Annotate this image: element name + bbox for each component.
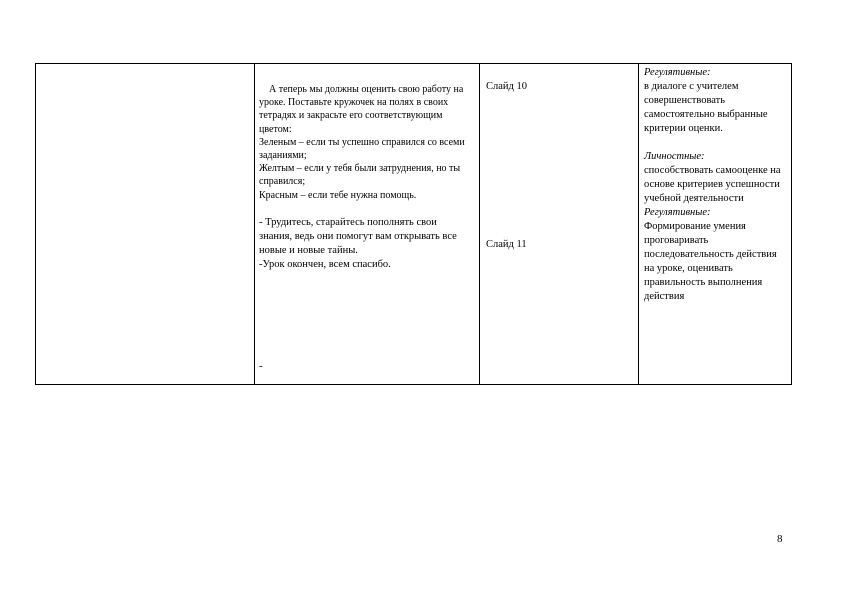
slides-cell [480, 64, 639, 385]
uud-description: способствовать самооценке на основе критериев успешности учебной деятельности [644, 165, 781, 204]
assessment-instruction: А теперь мы должны оценить свою работу на уроке. Поставьте кружочек на полях в своих тетрадях и закрасьте его соответствующим цветом: [259, 84, 464, 135]
red-criterion: Красным – если тебе нужна помощь. [259, 189, 417, 201]
uud-cell [639, 64, 792, 385]
teacher-activity-cell [255, 64, 480, 385]
green-criterion: Зеленым – если ты успешно справился со всеми заданиями; [259, 136, 465, 162]
trailing-dash: - [259, 361, 263, 372]
uud-text [644, 66, 788, 304]
lesson-table [35, 63, 792, 385]
uud-description: Формирование умения проговаривать последовательность действия на уроке, оценивать правильность выполнения действия [644, 221, 777, 302]
uud-heading: Регулятивные: [644, 67, 711, 78]
uud-heading: Регулятивные: [644, 207, 711, 218]
slide-label: Слайд 10 [486, 81, 527, 92]
stage-cell [36, 64, 255, 385]
lesson-end-remark: -Урок окончен, всем спасибо. [259, 258, 391, 270]
teacher-activity-text [259, 83, 471, 272]
slide-label: Слайд 11 [486, 239, 527, 250]
page-number: 8 [777, 533, 783, 545]
yellow-criterion: Желтым – если у тебя были затруднения, но ты справился; [259, 163, 461, 188]
uud-heading: Личностные: [644, 151, 705, 162]
closing-remark: - Трудитесь, старайтесь пополнять свои знания, ведь они помогут вам открывать все новые и новые тайны. [259, 216, 457, 256]
table-row [36, 64, 792, 385]
uud-description: в диалоге с учителем совершенствовать самостоятельно выбранные критерии оценки. [644, 81, 768, 134]
